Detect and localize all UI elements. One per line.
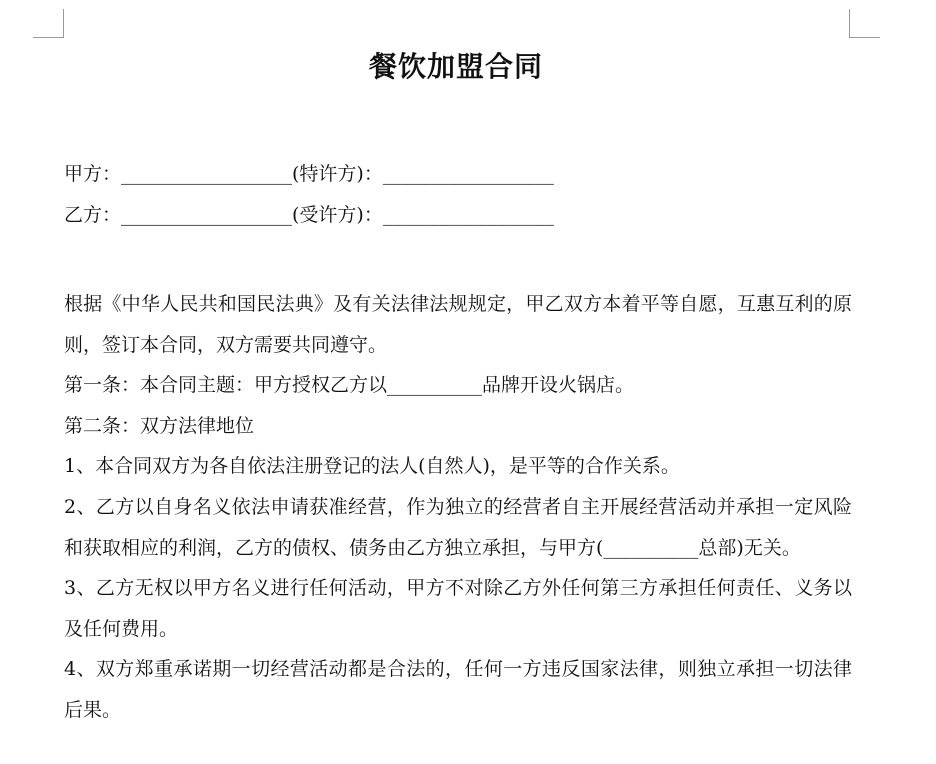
article-1-paragraph: 第一条：本合同主题：甲方授权乙方以__________品牌开设火锅店。 [64,374,635,397]
clause-1-paragraph: 1、本合同双方为各自依法注册登记的法人(自然人)，是平等的合作关系。 [64,455,680,478]
party-b-line: 乙方：__________________(受许方)：__________________ [64,204,554,226]
party-a-line: 甲方：__________________(特许方)：__________________ [64,163,554,185]
clause-3-paragraph: 3、乙方无权以甲方名义进行任何活动，甲方不对除乙方外任何第三方承担任何责任、义务以及任何费用。 [64,577,852,640]
clause-4-paragraph: 4、双方郑重承诺期一切经营活动都是合法的，任何一方违反国家法律，则独立承担一切法律后果。 [64,658,852,721]
section-spacer [64,236,852,284]
clause-2-paragraph: 2、乙方以自身名义依法申请获准经营，作为独立的经营者自主开展经营活动并承担一定风险和获取相应的利润，乙方的债权、债务由乙方独立承担，与甲方(__________总部)无关。 [64,495,852,559]
page-corner-mark-top-left [33,9,64,38]
document-title: 餐饮加盟合同 [368,50,543,83]
article-2-heading: 第二条：双方法律地位 [64,414,255,437]
page-corner-mark-top-right [849,9,880,38]
document-body [64,154,852,731]
preamble-paragraph: 根据《中华人民共和国民法典》及有关法律法规规定，甲乙双方本着平等自愿，互惠互利的原则，签订本合同，双方需要共同遵守。 [64,293,852,356]
